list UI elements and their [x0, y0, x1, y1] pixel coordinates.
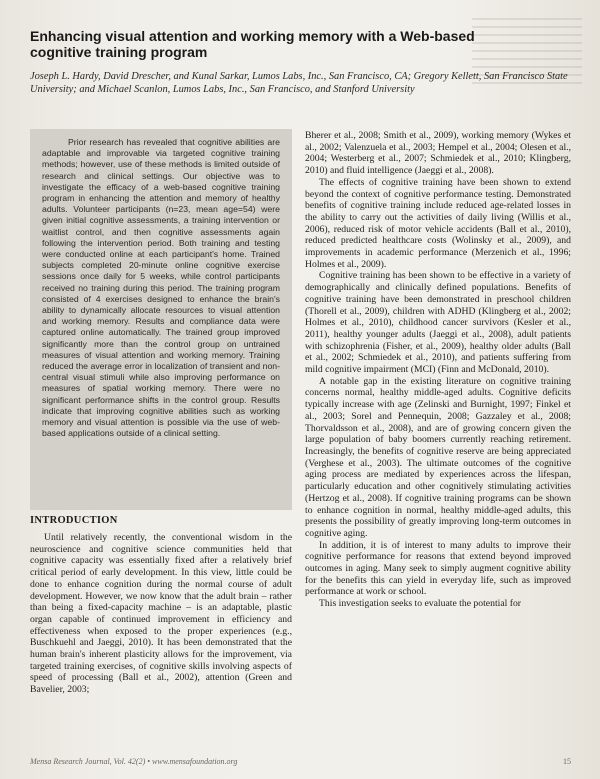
body-paragraph: This investigation seeks to evaluate the potential for	[319, 598, 522, 610]
abstract-box	[30, 129, 292, 510]
body-paragraph: Bherer et al., 2008; Smith et al., 2009), working memory (Wykes et al., 2002; Valenzuela et al., 2003; Hempel et al., 2004; Olesen et al., 2004; Westerberg et al., 2007; Schmiedek et al., 2010; Klingberg, 2010) and fluid intelligence (Jaeggi et al., 2008).	[305, 130, 571, 177]
abstract-text: Prior research has revealed that cognitive abilities are adaptable and improvable via targeted cognitive training methods; however, use of these methods is limited outside of research and clinical settings. Our objective was to investigate the efficacy of a web-based cognitive training program in enhancing the attention and memory of healthy adults. Volunteer participants (n=23, mean age=54) were given initial cognitive assessments, a training intervention or waitlist control, and then cognitive assessments again following the intervention period. Both training and testing were conducted online at each participant's home. Trained subjects completed 20-minute online cognitive exercise sessions once daily for 5 weeks, while control participants received no training during this period. The training program consisted of 4 exercises designed to enhance the brain's ability to dynamically allocate resources to visual attention and working memory. Results and compliance data were captured online automatically. The trained group improved significantly more than the control group on untrained measures of visual attention and working memory. Training reduced the average error in localization of transient and non-central visual stimuli while also improving performance on measures of spatial working memory. There were no significant performance shifts in the control group. Results indicate that improving cognitive abilities such as working memory and visual attention is possible via the use of web-based applications outside of a clinical setting.	[42, 137, 280, 439]
body-paragraph: In addition, it is of interest to many adults to improve their cognitive performance for reasons that extend beyond improved outcomes in aging. Many seek to simply augment cognitive ability for the benefits this can yield in everyday life, such as improved performance at work or school.	[305, 539, 571, 598]
article-title: Enhancing visual attention and working memory with a Web-based cognitive training program	[30, 28, 475, 60]
page-number: 15	[563, 757, 571, 766]
introduction-heading: INTRODUCTION	[30, 515, 118, 526]
body-paragraph: The effects of cognitive training have been shown to extend beyond the context of cognitive performance testing. Demonstrated benefits of cognitive training include reduced age-related losses in the ability to carry out the activities of daily living (Willis et al., 2006), reduced risk of motor vehicle accidents (Ball et al., 2010), reduced predicted healthcare costs (Wolinsky et al., 2009), and improvements in academic performance (Merzenich et al., 1996; Holmes et al., 2009).	[305, 176, 571, 270]
body-paragraph: Cognitive training has been shown to be effective in a variety of demographically and clinically defined populations. Benefits of cognitive training have been demonstrated in preschool children (Thorell et al., 2009), children with ADHD (Klingberg et al., 2002; Holmes et al., 2010), childhood cancer survivors (Kesler et al., 2011), healthy younger adults (Jaeggi et al., 2008), adult patients with schizophrenia (Fisher, et al., 2009), healthy older adults (Ball et al., 2002; Schmiedek et al., 2010), and patients suffering from mild cognitive impairment (MCI) (Finn and McDonald, 2010).	[305, 270, 571, 376]
page-footer	[30, 757, 571, 769]
author-affiliations: Joseph L. Hardy, David Drescher, and Kunal Sarkar, Lumos Labs, Inc., San Francisco, CA; Gregory Kellett, San Francisco State University; and Michael Scanlon, Lumos Labs, Inc., San Francisco, and Stanford University	[30, 71, 568, 95]
introduction-paragraph: Until relatively recently, the conventional wisdom in the neuroscience and cognitive science communities held that cognitive capacity was essentially fixed after a relatively brief critical period of early development. In this view, little could be done to enhance cognition during the normal course of adult development. However, we now know that the adult brain – rather than being a fixed-capacity machine – is an adaptable, plastic organ capable of continued improvement in efficiency and effectiveness when exposed to the proper experiences (e.g., Buschkuehl and Jaeggi, 2010). It has been demonstrated that the human brain's inherent plasticity allows for the improvement, via targeted training exercises, of cognitive skills involving aspects of speed of processing (Ball et al., 2002), attention (Green and Bavelier, 2003;	[30, 532, 292, 696]
right-column-body	[305, 130, 571, 752]
journal-citation: Mensa Research Journal, Vol. 42(2) • www.mensafoundation.org	[30, 757, 238, 766]
body-paragraph: A notable gap in the existing literature on cognitive training concerns normal, healthy middle-aged adults. Cognitive deficits typically increase with age (Zelinski and Burnight, 1997; Finkel et al., 2003; Sorel and Pennequin, 2008; Gazzaley et al., 2008; Thorvaldsson et al., 2008), and are of growing concern given the large population of baby boomers currently reaching retirement. Increasingly, the benefits of cognitive reserve are being appreciated (Verghese et al., 2003). The ultimate outcomes of the cognitive aging process are mediated by experiences across the lifespan, particularly education and other cognitively stimulating activities (Hertzog et al., 2008). If cognitive training programs can be shown to enhance cognition in normal, healthy middle-aged adults, this presents the possibility of greatly improving long-term outcomes in cognitive aging.	[305, 375, 571, 539]
left-column-body	[30, 532, 292, 747]
